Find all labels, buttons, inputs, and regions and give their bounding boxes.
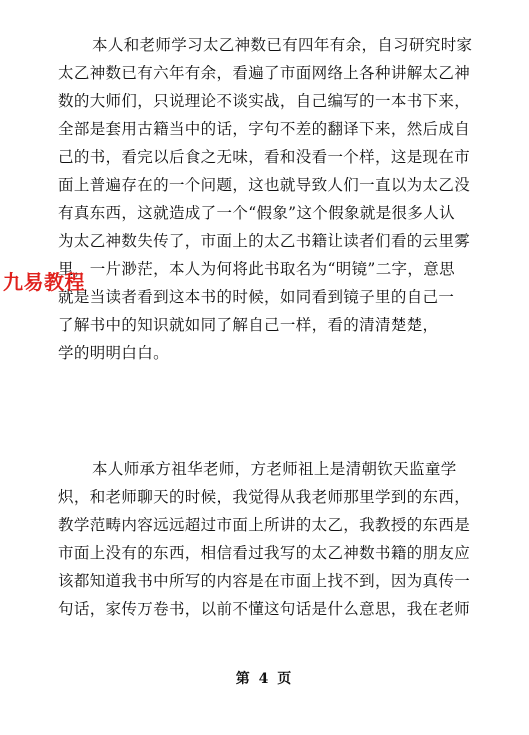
paragraph-2-line-5: 该都知道我书中所写的内容是在市面上找不到，因为真传一 <box>58 572 471 590</box>
paragraph-2-line-1: 本人师承方祖华老师，方老师祖上是清朝钦天监童学 <box>92 460 457 478</box>
page-number: 第 4 页 <box>235 671 294 687</box>
watermark-logo: 九易教程 <box>3 270 85 294</box>
paragraph-2-line-6: 句话，家传万卷书，以前不懂这句话是什么意思，我在老师 <box>58 600 471 618</box>
paragraph-2-line-3: 教学范畴内容远远超过市面上所讲的太乙，我教授的东西是 <box>58 516 471 534</box>
paragraph-1-line-4: 全部是套用古籍当中的话，字句不差的翻译下来，然后成自 <box>58 120 471 138</box>
paragraph-1-line-8: 为太乙神数失传了，市面上的太乙书籍让读者们看的云里雾 <box>58 232 471 250</box>
paragraph-1-line-7: 有真东西，这就造成了一个“假象”这个假象就是很多人认 <box>58 204 455 222</box>
paragraph-1-line-9: 里，一片渺茫，本人为何将此书取名为“明镜”二字，意思 <box>58 260 455 278</box>
paragraph-1-line-5: 己的书，看完以后食之无味，看和没看一个样，这是现在市 <box>58 148 471 166</box>
paragraph-1-line-6: 面上普遍存在的一个问题，这也就导致人们一直以为太乙没 <box>58 176 471 194</box>
paragraph-1-line-1: 本人和老师学习太乙神数已有四年有余，自习研究时家 <box>92 36 473 54</box>
paragraph-2-line-2: 炽，和老师聊天的时候，我觉得从我老师那里学到的东西， <box>58 488 471 506</box>
paragraph-1-line-10: 就是当读者看到这本书的时候，如同看到镜子里的自己一 <box>58 288 455 306</box>
paragraph-2-line-4: 市面上没有的东西，相信看过我写的太乙神数书籍的朋友应 <box>58 544 471 562</box>
paragraph-1-line-11: 了解书中的知识就如同了解自己一样，看的清清楚楚， <box>58 316 439 334</box>
paragraph-1-line-2: 太乙神数已有六年有余，看遍了市面网络上各种讲解太乙神 <box>58 64 471 82</box>
paragraph-1-line-3: 数的大师们，只说理论不谈实战，自己编写的一本书下来， <box>58 92 471 110</box>
paragraph-1-line-12: 学的明明白白。 <box>58 344 169 362</box>
